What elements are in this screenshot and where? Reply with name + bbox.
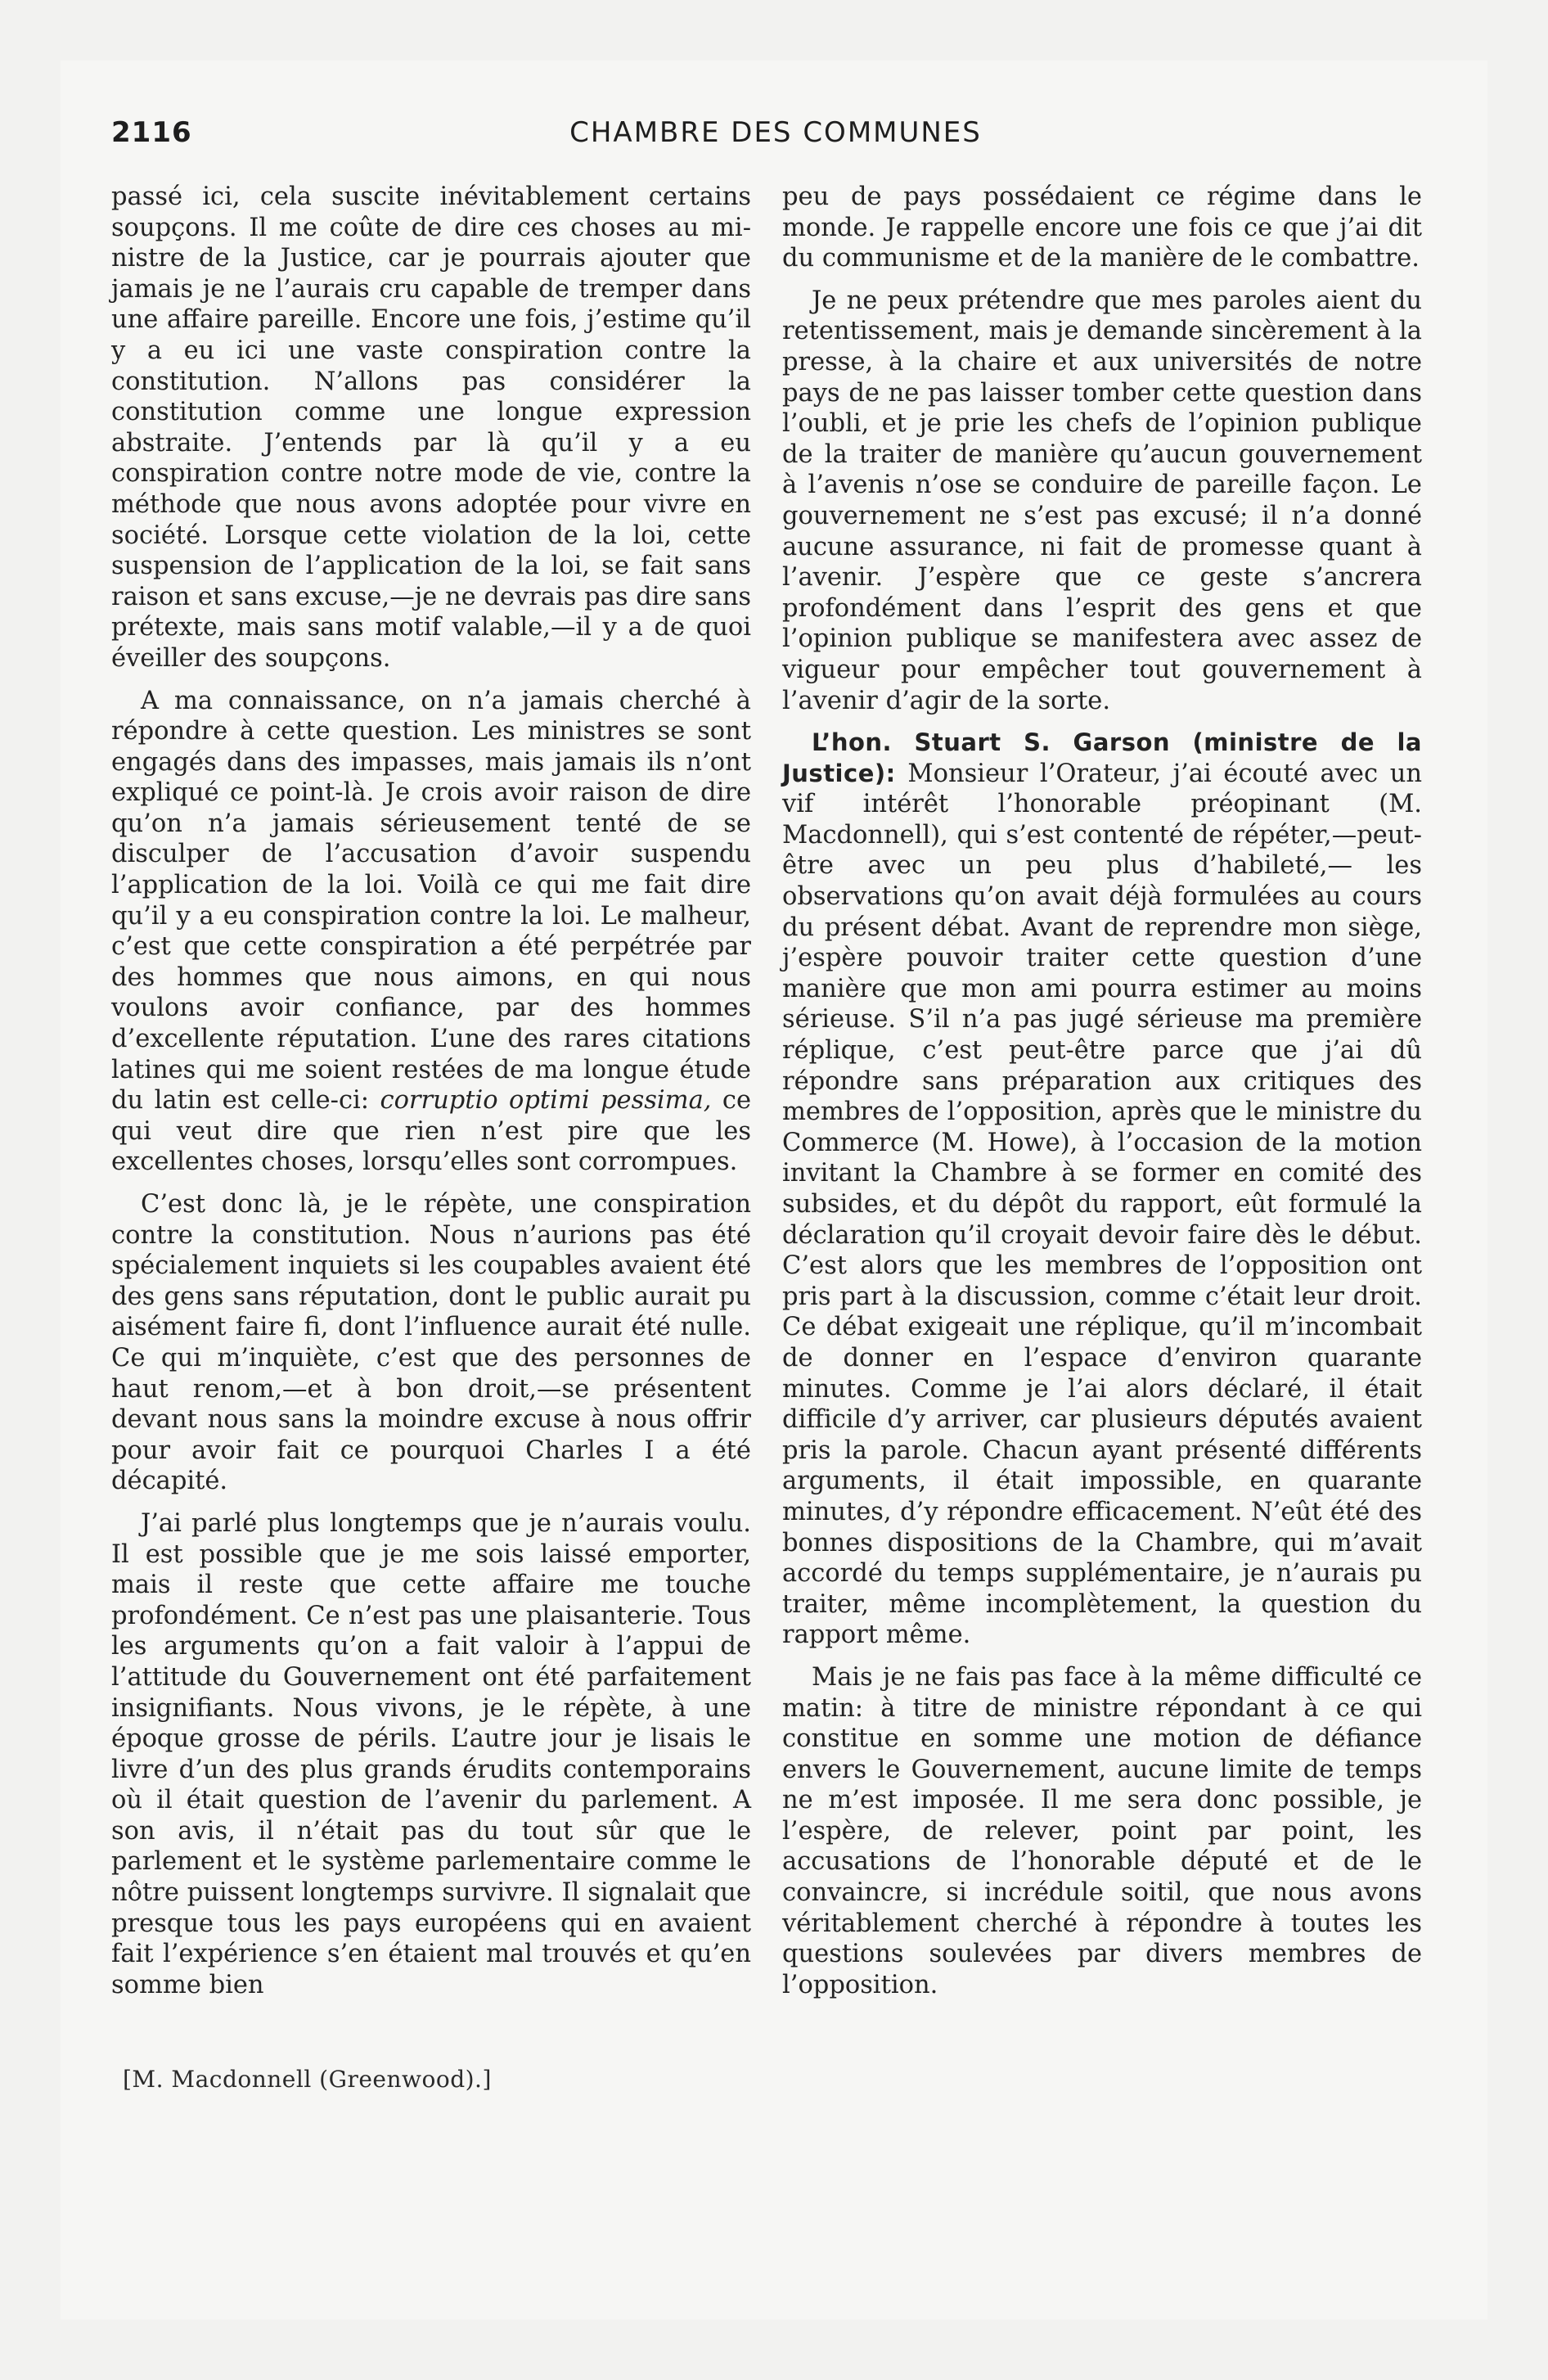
paragraph: J’ai parlé plus longtemps que je n’aurais voulu. Il est possible que je me sois laissé emporter, mais il reste que cette affaire me touche profondément. Ce n’est pas une plaisanterie. Tous les arguments qu’on a fait valoir à l’appui de l’attitude du Gouvernement ont été parfaitement insignifiants. Nous vivons, je le répète, à une époque grosse de périls. L’autre jour je lisais le livre d’un des plus grands érudits contemporains où il était question de l’avenir du parlement. A son avis, il n’était pas du tout sûr que le parlement et le système parlementaire comme le nôtre puissent longtemps survivre. Il signalait que presque tous les pays européens qui en avaient fait l’expérience s’en étaient mal trouvés et qu’en somme bien <box>111 1508 751 1999</box>
paragraph: Mais je ne fais pas face à la même difficulté ce matin: à titre de ministre répondant à ce qui constitue en somme une motion de défiance envers le Gouvernement, aucune limite de temps ne m’est imposée. Il me sera donc possible, je l’espère, de relever, point par point, les accusations de l’honorable député et de le convaincre, si incrédule soitil, que nous avons véritablement cherché à répondre à toutes les questions soulevées par divers membres de l’opposition. <box>782 1662 1422 1999</box>
page-number: 2116 <box>111 116 192 149</box>
left-column <box>111 182 751 2000</box>
paragraph-text: Monsieur l’Orateur, j’ai écouté avec un vif intérêt l’honorable préopinant (M. Macdonnell), qui s’est contenté de répéter,—peut-être avec un peu plus d’habileté,— les observations qu’on avait déjà formulées au cours du présent débat. Avant de reprendre mon siège, j’espère pouvoir traiter cette question d’une manière que mon ami pourra estimer au moins sérieuse. S’il n’a pas jugé sérieuse ma première réplique, c’est peut-être parce que j’ai dû répondre sans préparation aux critiques des membres de l’opposition, après que le ministre du Commerce (M. Howe), à l’occasion de la motion invitant la Chambre à se former en comité des subsides, et du dépôt du rapport, eût formulé la déclaration qu’il croyait devoir faire dès le début. C’est alors que les membres de l’opposition ont pris part à la discussion, comme c’était leur droit. Ce débat exigeait une réplique, qu’il m’incombait de donner en l’espace d’environ quarante minutes. Comme je l’ai alors déclaré, il était difficile d’y arriver, car plusieurs députés avaient pris la parole. Chacun ayant présenté différents arguments, il était impossible, en quarante minutes, d’y répondre efficacement. N’eût été des bonnes dispositions de la Chambre, qui m’avait accordé du temps supplémentaire, je n’aurais pu traiter, même incomplètement, la question du rapport même. <box>782 759 1422 1650</box>
paragraph: passé ici, cela suscite inévitablement certains soupçons. Il me coûte de dire ces choses au ministre de la Justice, car je pourrais ajouter que jamais je ne l’aurais cru capable de tremper dans une affaire pareille. Encore une fois, j’estime qu’il y a eu ici une vaste conspiration contre la constitution. N’allons pas considérer la constitution comme une longue expression abstraite. J’entends par là qu’il y a eu conspiration contre notre mode de vie, contre la méthode que nous avons adoptée pour vivre en société. Lorsque cette violation de la loi, cette suspension de l’application de la loi, se fait sans raison et sans excuse,—je ne devrais pas dire sans prétexte, mais sans motif valable,—il y a de quoi éveiller des soupçons. <box>111 183 751 673</box>
speaker-footnote: [M. Macdonnell (Greenwood).] <box>123 2066 492 2093</box>
latin-quote: corruptio optimi pessima, <box>380 1086 712 1116</box>
right-column <box>782 182 1422 2000</box>
paragraph: Je ne peux prétendre que mes paroles aient du retentissement, mais je demande sincèrement à la presse, à la chaire et aux universités de notre pays de ne pas laisser tomber cette question dans l’oubli, et je prie les chefs de l’opinion publique de la traiter de manière qu’aucun gouvernement à l’avenis n’ose se conduire de pareille façon. Le gouvernement ne s’est pas excusé; il n’a donné aucune assurance, ni fait de promesse quant à l’avenir. J’espère que ce geste s’ancrera profondément dans l’esprit des gens et que l’opinion publique se manifestera avec assez de vigueur pour empêcher tout gouvernement à l’avenir d’agir de la sorte. <box>782 286 1422 715</box>
paragraph <box>782 728 1422 1651</box>
running-head: CHAMBRE DES COMMUNES <box>569 116 982 149</box>
paragraph: C’est donc là, je le répète, une conspiration contre la constitution. Nous n’aurions pas été spécialement inquiets si les coupables avaient été des gens sans réputation, dont le public aurait pu aisément faire fi, dont l’influence aurait été nulle. Ce qui m’inquiète, c’est que des personnes de haut renom,—et à bon droit,—se présentent devant nous sans la moindre excuse à nous offrir pour avoir fait ce pourquoi Charles I a été décapité. <box>111 1190 751 1496</box>
paragraph-text: ce qui veut dire que rien n’est pire que les excellentes choses, lorsqu’elles sont corrompues. <box>111 1086 752 1177</box>
paragraph: peu de pays possédaient ce régime dans le monde. Je rappelle encore une fois ce que j’ai dit du communisme et de la manière de le combattre. <box>782 183 1422 273</box>
page-header <box>111 111 1440 160</box>
speaker-name: L’hon. Stuart S. Garson (ministre de la Justice): <box>782 728 1422 787</box>
paragraph <box>111 686 751 1179</box>
paragraph-text: A ma connaissance, on n’a jamais cherché à répondre à cette question. Les ministres se sont engagés dans des impasses, mais jamais ils n’ont expliqué ce point-là. Je crois avoir raison de dire qu’on n’a jamais sérieusement tenté de se disculper de l’accusation d’avoir suspendu l’application de la loi. Voilà ce qui me fait dire qu’il y a eu conspiration contre la loi. Le malheur, c’est que cette conspiration a été perpétrée par des hommes que nous aimons, en qui nous voulons avoir confiance, par des hommes d’excellente réputation. L’une des rares citations latines qui me soient restées de ma longue étude du latin est celle-ci: <box>111 686 751 1116</box>
